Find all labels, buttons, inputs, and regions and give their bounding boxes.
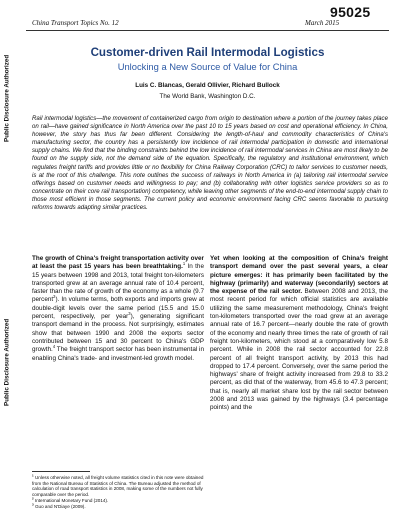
footnote-text: Guo and N'Diaye (2009).	[33, 503, 86, 509]
footnote-ref: 4	[52, 344, 56, 350]
footnote-ref: 3	[128, 310, 131, 316]
affiliation: The World Bank, Washington D.C.	[159, 93, 256, 100]
page-subtitle: Unlocking a New Source of Value for China	[117, 61, 298, 72]
paragraph	[210, 255, 388, 413]
page-title: Customer-driven Rail Intermodal Logistics	[90, 46, 325, 59]
footnote-rule	[32, 471, 90, 472]
body-column-left	[32, 255, 204, 363]
left-margin-stamps	[0, 0, 14, 522]
body-text: Between 2008 and 2013, the most recent period for which official statistics are available utilizing the same measurement methodology, China's freight ton-kilometers transported over the road grew at an average annual rate of 16.7 percent—nearly double the rate of growth of the economy and nearly three times the rate of growth of rail freight ton-kilometers, which stood at a comparatively low 5.8 percent. While in 2008 the rail sector accounted for 22.8 percent of all freight transport activity, by 2013 this had dropped to 17.4 percent. Conversely, over the same period the highways' share of freight activity increased from 29.8 to 33.2 percent, as did that of the waterway, from 45.6 to 47.3 percent; that is, nearly all market share lost by the rail sector between 2008 and 2013 was gained by the highways (3.4 percentage points) and the	[210, 288, 388, 412]
body-text: The freight transport sector has been instrumental in enabling China's trade- and investment-led growth model.	[32, 346, 204, 362]
lead-intro: Yet when looking at the composition of China's freight transport demand over the past several years,	[210, 255, 388, 271]
footnote	[32, 501, 204, 510]
footnote-text: Unless otherwise noted, all freight volume statistics cited in this note were obtained from the National Bureau of Statistics of China. The Bureau adjusted the method of calculation of road transport statistics in 2008, making some of the numbers not fully comparable over the period.	[32, 475, 204, 498]
footnote-mark: 2	[32, 496, 34, 501]
footnote-mark: 1	[32, 473, 34, 478]
paragraph	[32, 255, 204, 363]
footnote-ref: 2	[53, 294, 56, 300]
body-column-right	[210, 255, 388, 413]
body-text: ). In volume terms, both exports and imports grew at double-digit levels over the same period (15.5 and 15.0 percent, respectively, per year	[32, 296, 204, 321]
footnote-mark: 3	[32, 501, 34, 506]
document-number: 95025	[330, 4, 371, 20]
body-text: ), generating significant transport demand in the process. Not surprisingly, estimates show that between 1990 and 2008 the exports sector contributed between 15 and 30 percent to China's GDP growth.	[32, 313, 204, 354]
publication-date: March 2015	[305, 19, 340, 27]
body-text: In the 15 years between 1998 and 2013, total freight ton-kilometers transported grew at an average annual rate of 10.4 percent, faster than the rate of growth of the economy as a whole (9.7 percent	[32, 263, 204, 304]
lead-sentence: The growth of China's freight transportation activity over at least the past 15 years has been breathtaking.	[32, 255, 204, 271]
disclosure-stamp-top: Public Disclosure Authorized	[3, 54, 11, 142]
footnotes	[32, 475, 204, 509]
abstract: Rail intermodal logistics—the movement of containerized cargo from origin to destination where a portion of the journey takes place on rail—have gained significance in North America over the past 10 to 15 years based on cost and operational efficiency. In China, however, the story has thus far been different. Considering the length-of-haul and commodity characteristics of China's manufacturing sector, the country has a persistently low incidence of rail intermodal participation in domestic and international supply chains. We find that the binding constraints behind the low incidence of rail intermodal services in China are most likely to be found on the supply side, not the demand side of the equation. Specifically, the regulatory and institutional environment, which regulates freight tariffs and provides little or no flexibility for China Railway Corporation (CRC) to tailor services to customer needs, is at the root of this challenge. This note outlines the success of railways in North America in (a) tailoring rail intermodal service offerings based on customer needs and willingness to pay; and (b) collaborating with other logistics service providers so as to concentrate on their core rail transportation) competency, while leaving other segments of the end-to-end intermodal supply chain to those most efficient in those segments. The current policy and economic environment facing CRC seems favorable to pursuing reforms towards adapting similar practices.	[32, 115, 388, 212]
footnote-ref: 1	[182, 261, 186, 267]
header-rule	[26, 30, 389, 31]
authors: Luis C. Blancas, Gerald Ollivier, Richard Bullock	[135, 82, 280, 89]
disclosure-stamp-bottom: Public Disclosure Authorized	[3, 318, 11, 406]
lead-sentence: a clear picture emerges: it has primarily been facilitated by the highway (primarily) and waterway (secondarily) sectors at the expense of the rail sector.	[210, 263, 388, 296]
footnote-text: International Monetary Fund (2014).	[33, 497, 109, 503]
series-title: China Transport Topics No. 12	[32, 19, 119, 27]
